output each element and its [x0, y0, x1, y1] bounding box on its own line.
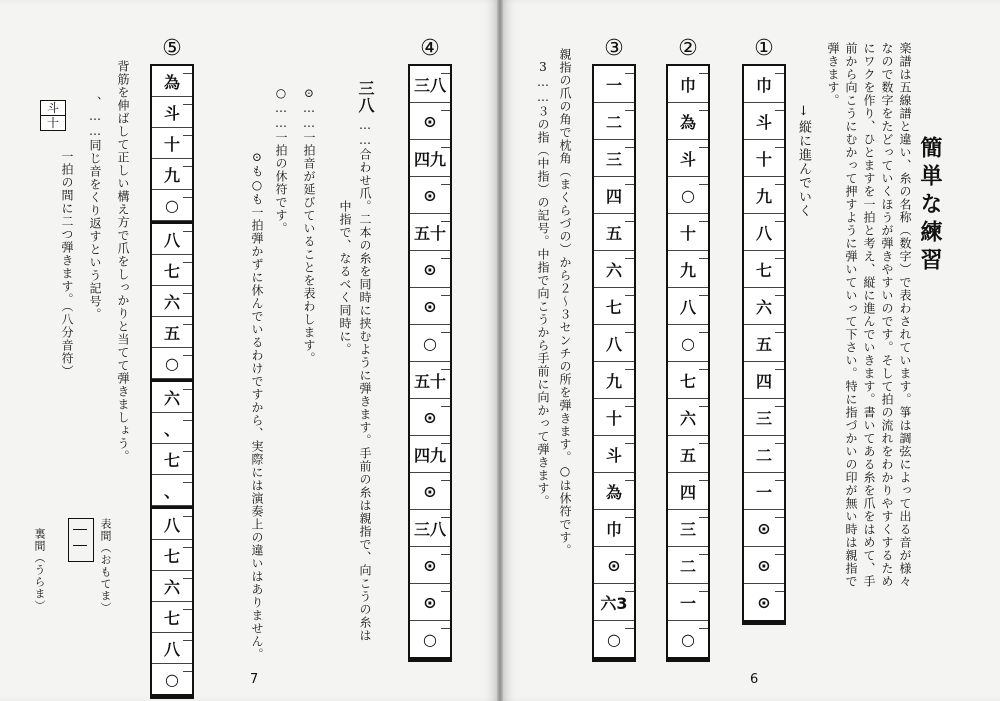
score-cell: 六3	[594, 584, 634, 621]
score-strip	[150, 64, 194, 699]
score-cell: 二	[744, 436, 784, 473]
awase-symbol: 三八	[356, 80, 375, 114]
score-cell: 十	[668, 214, 708, 251]
score-cell: 六	[744, 288, 784, 325]
score-cell: 六	[152, 379, 192, 413]
score-cell: 斗	[668, 140, 708, 177]
page-number: 7	[250, 672, 259, 687]
score-cell: 巾	[668, 66, 708, 103]
score-cell: ⊙	[410, 251, 450, 288]
score-cell: ○	[668, 177, 708, 214]
score-cell: 三八	[410, 510, 450, 547]
score-cell: 三	[668, 510, 708, 547]
score-cell: 二	[668, 547, 708, 584]
score-cell: ⊙	[594, 547, 634, 584]
score-cell: 五	[744, 325, 784, 362]
eighth-note-box	[40, 100, 66, 131]
score-cell: 四九	[410, 140, 450, 177]
intro-line-2: なので数字をたどっていくほうが弾きやすいのです。そして拍の流れをわかりやすくするため	[880, 42, 894, 588]
score-cell: 二	[594, 103, 634, 140]
score-cell: 八	[594, 325, 634, 362]
score-cell: 九	[594, 362, 634, 399]
score-cell: 八	[152, 506, 192, 540]
score-cell: 七	[668, 362, 708, 399]
score-cell: 斗	[594, 436, 634, 473]
score-cell: 四九	[410, 436, 450, 473]
score-cell: 為	[594, 473, 634, 510]
score-cell: ○	[410, 621, 450, 657]
score-cell: 四	[594, 177, 634, 214]
score-cell: 四	[744, 362, 784, 399]
score-cell: 五十	[410, 362, 450, 399]
book-gutter	[497, 0, 503, 701]
score-cell: ○	[152, 664, 192, 694]
arrow-line	[73, 545, 87, 546]
score-cell: 六	[152, 571, 192, 602]
score-cell: 一	[594, 66, 634, 103]
score-cell: ○	[594, 621, 634, 657]
score-cell: ⊙	[744, 547, 784, 584]
posture-text: 背筋を伸ばして正しい構え方で爪をしっかりと当てて弾きましょう。	[116, 60, 130, 463]
box-top-note: 斗	[41, 101, 65, 116]
intro-line-4: 前から向こうにむかって押すように弾いていって下さい。特に指づかいの印が無い時は親指で	[844, 42, 858, 588]
repeat-mark-text: 、……同じ音をくり返すという記号。	[88, 96, 102, 321]
awase-text-1: ……合わせ爪。二本の糸を同時に挟むように弾きます。手前の糸は親指で、向こうの糸は	[358, 118, 372, 642]
omote-label: 表間（おもてま）	[99, 518, 112, 614]
score-cell: 七	[152, 255, 192, 286]
column-number: ①	[754, 36, 774, 61]
column-number: ⑤	[162, 36, 182, 61]
score-cell: ⊙	[744, 510, 784, 547]
page-number: 6	[750, 672, 759, 687]
page-6	[500, 0, 1000, 701]
score-cell: 三	[744, 399, 784, 436]
score-cell: ⊙	[744, 584, 784, 620]
score-cell: 五	[594, 214, 634, 251]
score-cell: ○	[668, 621, 708, 657]
score-cell: 六	[152, 286, 192, 317]
score-cell: 巾	[594, 510, 634, 547]
score-cell: 八	[668, 288, 708, 325]
score-cell: 三八	[410, 66, 450, 103]
score-cell: 七	[152, 444, 192, 475]
intro-line-1: 楽譜は五線譜と違い、糸の名称（数字）で表わされています。箏は調弦によって出る音が様々	[898, 42, 912, 588]
score-cell: 為	[152, 66, 192, 97]
score-cell: 十	[152, 128, 192, 159]
score-strip	[742, 64, 786, 625]
rest-circle-text: ○……一拍の休符です。	[274, 86, 288, 235]
awase-text-2: 中指で、なるべく同時に。	[338, 200, 352, 356]
score-cell: 七	[744, 251, 784, 288]
intro-line-3: にワクを作り、ひとますを一拍と考え、縦に進んでいきます。書いてある糸を爪をはめて、手	[862, 42, 876, 588]
score-cell: 三	[594, 140, 634, 177]
middle-finger-note: 3……３の指（中指）の記号。中指で向こうから手前に向かって弾きます。	[536, 60, 550, 508]
score-cell: 九	[744, 177, 784, 214]
score-cell: ⊙	[410, 547, 450, 584]
score-cell: 斗	[744, 103, 784, 140]
no-difference-text: ⊙も○も一拍弾かずに休んでいるわけですから、実際には演奏上の違いはありません。	[250, 150, 264, 661]
score-cell: 五	[152, 317, 192, 348]
score-cell: 十	[744, 140, 784, 177]
score-cell: 巾	[744, 66, 784, 103]
score-cell: 、	[152, 475, 192, 506]
score-cell: 、	[152, 413, 192, 444]
score-cell: 五	[668, 436, 708, 473]
score-cell: 九	[668, 251, 708, 288]
vertical-direction-note: ↓縦に進んでいく	[796, 104, 811, 218]
arrow-line	[73, 529, 87, 530]
score-cell: ⊙	[410, 177, 450, 214]
score-cell: ○	[152, 348, 192, 379]
score-cell: 斗	[152, 97, 192, 128]
score-cell: ○	[668, 325, 708, 362]
score-cell: 九	[152, 159, 192, 190]
score-cell: 六	[594, 251, 634, 288]
score-cell: 七	[594, 288, 634, 325]
score-cell: ⊙	[410, 399, 450, 436]
score-strip	[408, 64, 452, 662]
score-cell: 十	[594, 399, 634, 436]
thumb-nail-note: 親指の爪の角で枕角（まくらづの）から２～３センチの所を弾きます。○は休符です。	[558, 48, 572, 557]
score-cell: 八	[152, 221, 192, 255]
score-strip	[666, 64, 710, 662]
score-cell: 八	[744, 214, 784, 251]
omote-ura-diagram	[68, 518, 94, 562]
score-cell: 四	[668, 473, 708, 510]
score-cell: 為	[668, 103, 708, 140]
score-strip	[592, 64, 636, 662]
score-cell: 七	[152, 602, 192, 633]
column-number: ④	[420, 36, 440, 61]
score-cell: ⊙	[410, 584, 450, 621]
score-cell: 一	[744, 473, 784, 510]
intro-line-5: 弾きます。	[826, 42, 840, 107]
eighth-note-text: 一拍の間に二つ弾きます。（八分音符）	[60, 150, 74, 378]
score-cell: ○	[410, 325, 450, 362]
score-cell: ⊙	[410, 103, 450, 140]
circle-dot-text: ⊙……一拍音が延びていることを表わします。	[302, 86, 316, 365]
score-cell: 一	[668, 584, 708, 621]
column-number: ③	[604, 36, 624, 61]
box-bottom-note: 十	[46, 116, 59, 130]
score-cell: 六	[668, 399, 708, 436]
score-cell: 五十	[410, 214, 450, 251]
score-cell: ⊙	[410, 288, 450, 325]
page-title: 簡単な練習	[917, 136, 942, 276]
score-cell: ⊙	[410, 473, 450, 510]
ura-label: 裏間（うらま）	[33, 528, 46, 612]
score-cell: ○	[152, 190, 192, 221]
column-number: ②	[678, 36, 698, 61]
score-cell: 八	[152, 633, 192, 664]
score-cell: 七	[152, 540, 192, 571]
